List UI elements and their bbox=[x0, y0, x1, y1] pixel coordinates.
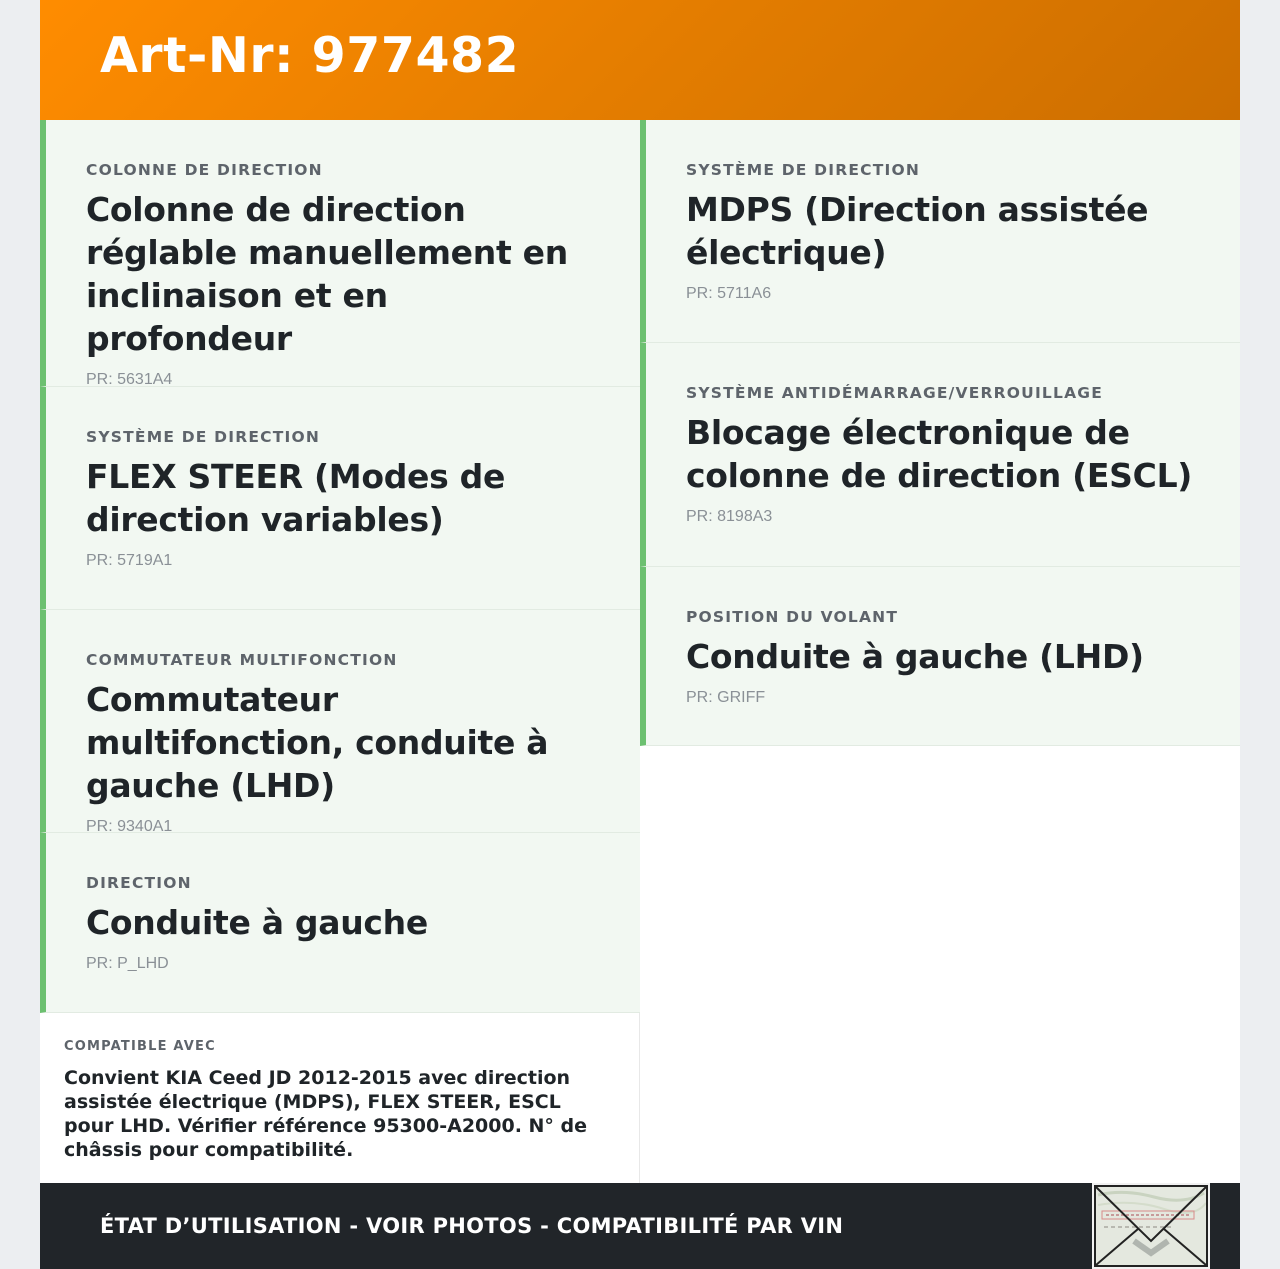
feature-category: SYSTÈME DE DIRECTION bbox=[686, 161, 920, 179]
feature-card bbox=[640, 567, 1240, 746]
feature-title: Commutateur multifonction, conduite à gauche (LHD) bbox=[86, 680, 549, 805]
footer-notice: ÉTAT D’UTILISATION - VOIR PHOTOS - COMPATIBILITÉ PAR VIN bbox=[100, 1214, 844, 1238]
feature-category: COLONNE DE DIRECTION bbox=[86, 161, 323, 179]
envelope-photo-thumbnail-icon[interactable] bbox=[1092, 1183, 1210, 1269]
feature-title: Conduite à gauche (LHD) bbox=[686, 637, 1144, 676]
feature-card bbox=[40, 610, 640, 833]
feature-category: DIRECTION bbox=[86, 874, 192, 892]
envelope-icon bbox=[1094, 1185, 1208, 1267]
feature-category: SYSTÈME ANTIDÉMARRAGE/VERROUILLAGE bbox=[686, 384, 1103, 402]
compatibility-text: Convient KIA Ceed JD 2012-2015 avec direction assistée électrique (MDPS), FLEX STEER, ESCL pour LHD. Vérifier référence 95300-A2000. N° de châssis pour compatibilité. bbox=[64, 1067, 588, 1161]
page bbox=[40, 0, 1240, 1269]
feature-card bbox=[40, 833, 640, 1013]
feature-pr-code: PR: 5719A1 bbox=[86, 552, 173, 569]
feature-title: MDPS (Direction assistée électrique) bbox=[686, 190, 1149, 272]
feature-category: POSITION DU VOLANT bbox=[686, 608, 899, 626]
footer-bar bbox=[40, 1183, 1240, 1269]
feature-card bbox=[40, 387, 640, 610]
feature-card bbox=[640, 120, 1240, 343]
feature-category: COMMUTATEUR MULTIFONCTION bbox=[86, 651, 398, 669]
article-number-title: Art-Nr: 977482 bbox=[100, 26, 520, 84]
features-column-right bbox=[640, 120, 1240, 746]
feature-category: SYSTÈME DE DIRECTION bbox=[86, 428, 320, 446]
feature-pr-code: PR: 8198A3 bbox=[686, 508, 773, 525]
empty-area bbox=[640, 746, 1240, 1183]
feature-pr-code: PR: P_LHD bbox=[86, 955, 169, 972]
feature-title: Blocage électronique de colonne de direction (ESCL) bbox=[686, 413, 1193, 495]
feature-card bbox=[640, 343, 1240, 567]
feature-pr-code: PR: 9340A1 bbox=[86, 818, 173, 833]
feature-card bbox=[40, 120, 640, 387]
features-column-left bbox=[40, 120, 640, 1013]
feature-title: FLEX STEER (Modes de direction variables) bbox=[86, 457, 506, 539]
header-bar bbox=[40, 0, 1240, 120]
feature-pr-code: PR: 5631A4 bbox=[86, 371, 173, 387]
compatibility-section bbox=[40, 1013, 640, 1183]
feature-title: Colonne de direction réglable manuellement en inclinaison et en profondeur bbox=[86, 190, 568, 358]
feature-title: Conduite à gauche bbox=[86, 903, 428, 942]
feature-pr-code: PR: 5711A6 bbox=[686, 285, 772, 302]
compatibility-label: COMPATIBLE AVEC bbox=[64, 1039, 216, 1054]
feature-pr-code: PR: GRIFF bbox=[686, 689, 766, 706]
